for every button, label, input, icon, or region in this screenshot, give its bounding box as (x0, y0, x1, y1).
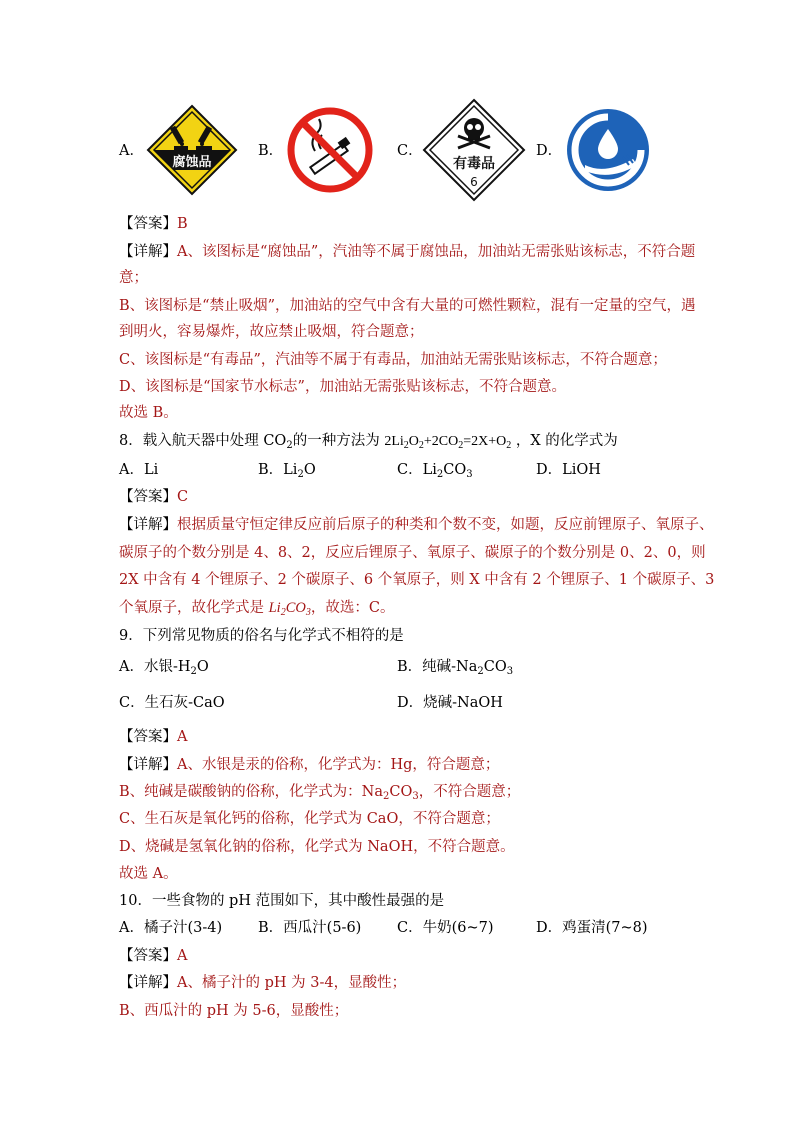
q7-option-b-letter: B． (258, 143, 284, 159)
corrosive-sign-text: 腐蚀品 (172, 155, 212, 170)
water-saving-sign-icon (565, 107, 651, 193)
q8-option-d: D．LiOH (536, 462, 601, 478)
q10-option-c: C．牛奶(6~7) (397, 920, 494, 936)
answer-value: B (177, 216, 188, 232)
q10-detail-line-2: B、西瓜汁的 pH 为 5-6，显酸性； (119, 1003, 349, 1019)
q8-option-c: C．$Li_2CO_3$ (397, 462, 473, 480)
corrosive-hazard-sign-icon (146, 104, 238, 196)
q9-option-c: C．生石灰-CaO (119, 695, 225, 711)
q9-option-b: B．纯碱$-Na_2CO_3$ (397, 659, 514, 677)
toxic-sign-text: 有毒品 (453, 156, 495, 172)
q8-answer: 【答案】C (119, 489, 189, 505)
no-smoking-sign-icon (287, 107, 373, 193)
q9-detail-line-1: 【详解】A、水银是汞的俗称，化学式为：Hg，符合题意； (119, 757, 500, 773)
q7-answer (119, 214, 188, 234)
q8-detail-line-1: 【详解】根据质量守恒定律反应前后原子的种类和个数不变，如题，反应前锂原子、氧原子、 (119, 517, 714, 533)
answer-tag: 【答案】 (119, 216, 177, 232)
q8-option-b: B．$Li_2O$ (258, 462, 316, 480)
q10-option-b: B．西瓜汁(5-6) (258, 920, 362, 936)
q9-option-a: A．水银$-H_2O$ (119, 659, 209, 677)
q8-stem: 8．载入航天器中处理 $CO_2$的一种方法为 $2Li_2O_2+2CO_2=2X+O_2$ ，X 的化学式为 (119, 433, 618, 451)
q9-detail-line-2: B、纯碱是碳酸钠的俗称，化学式为：$Na_2CO_3$，不符合题意； (119, 784, 521, 802)
q10-stem: 10．一些食物的 pH 范围如下，其中酸性最强的是 (119, 893, 445, 909)
q7-option-a-letter: A． (119, 143, 144, 159)
q8-detail-line-3: 2X 中含有 4 个锂原子、2 个碳原子、6 个氧原子，则 X 中含有 2 个锂原子、1 个碳原子、3 (119, 572, 715, 588)
q7-detail-line-6: D、该图标是“国家节水标志”，加油站无需张贴该标志，不符合题意。 (119, 379, 566, 395)
detail-tag: 【详解】 (119, 244, 177, 260)
q10-detail-line-1: 【详解】A、橘子汁的 pH 为 3-4，显酸性； (119, 975, 407, 991)
q7-detail-line-5: C、该图标是“有毒品”，汽油等不属于有毒品，加油站无需张贴该标志，不符合题意； (119, 352, 667, 368)
q9-detail-line-4: D、烧碱是氢氧化钠的俗称，化学式为 NaOH，不符合题意。 (119, 839, 515, 855)
q7-conclusion: 故选 B。 (119, 405, 178, 421)
q9-option-d: D．烧碱-NaOH (397, 695, 503, 711)
q9-stem: 9．下列常见物质的俗名与化学式不相符的是 (119, 628, 404, 644)
q10-option-d: D．鸡蛋清(7~8) (536, 920, 648, 936)
q8-formula: $Li_2CO_3$ (268, 600, 311, 618)
q8-option-a: A．Li (119, 462, 159, 478)
q8-detail-line-4: 个氧原子，故化学式是 $Li_2CO_3$，故选：C。 (119, 600, 395, 618)
q9-conclusion: 故选 A。 (119, 866, 178, 882)
q10-option-a: A．橘子汁(3-4) (119, 920, 223, 936)
q7-option-d-letter: D． (536, 143, 563, 159)
q9-detail-line-3: C、生石灰是氧化钙的俗称，化学式为 CaO，不符合题意； (119, 811, 500, 827)
q8-detail-line-2: 碳原子的个数分别是 4、8、2，反应后锂原子、氧原子、碳原子的个数分别是 0、2、0，则 (119, 545, 706, 561)
q8-equation: $2Li_2O_2+2CO_2=2X+O_2$ (384, 434, 512, 451)
q9-answer: 【答案】A (119, 729, 188, 745)
q7-detail-line-2: 意； (119, 270, 148, 286)
q7-detail-line-4: 到明火，容易爆炸，故应禁止吸烟，符合题意； (119, 324, 424, 340)
q7-detail-line-1: 【详解】A、该图标是“腐蚀品”，汽油等不属于腐蚀品，加油站无需张贴该标志，不符合题 (119, 244, 696, 260)
q10-answer: 【答案】A (119, 948, 188, 964)
toxic-hazard-sign-icon (422, 98, 526, 202)
toxic-sign-number: 6 (470, 175, 478, 189)
q7-detail-line-3: B、该图标是“禁止吸烟”，加油站的空气中含有大量的可燃性颗粒，混有一定量的空气，遇 (119, 298, 696, 314)
q7-option-c-letter: C． (397, 143, 423, 159)
